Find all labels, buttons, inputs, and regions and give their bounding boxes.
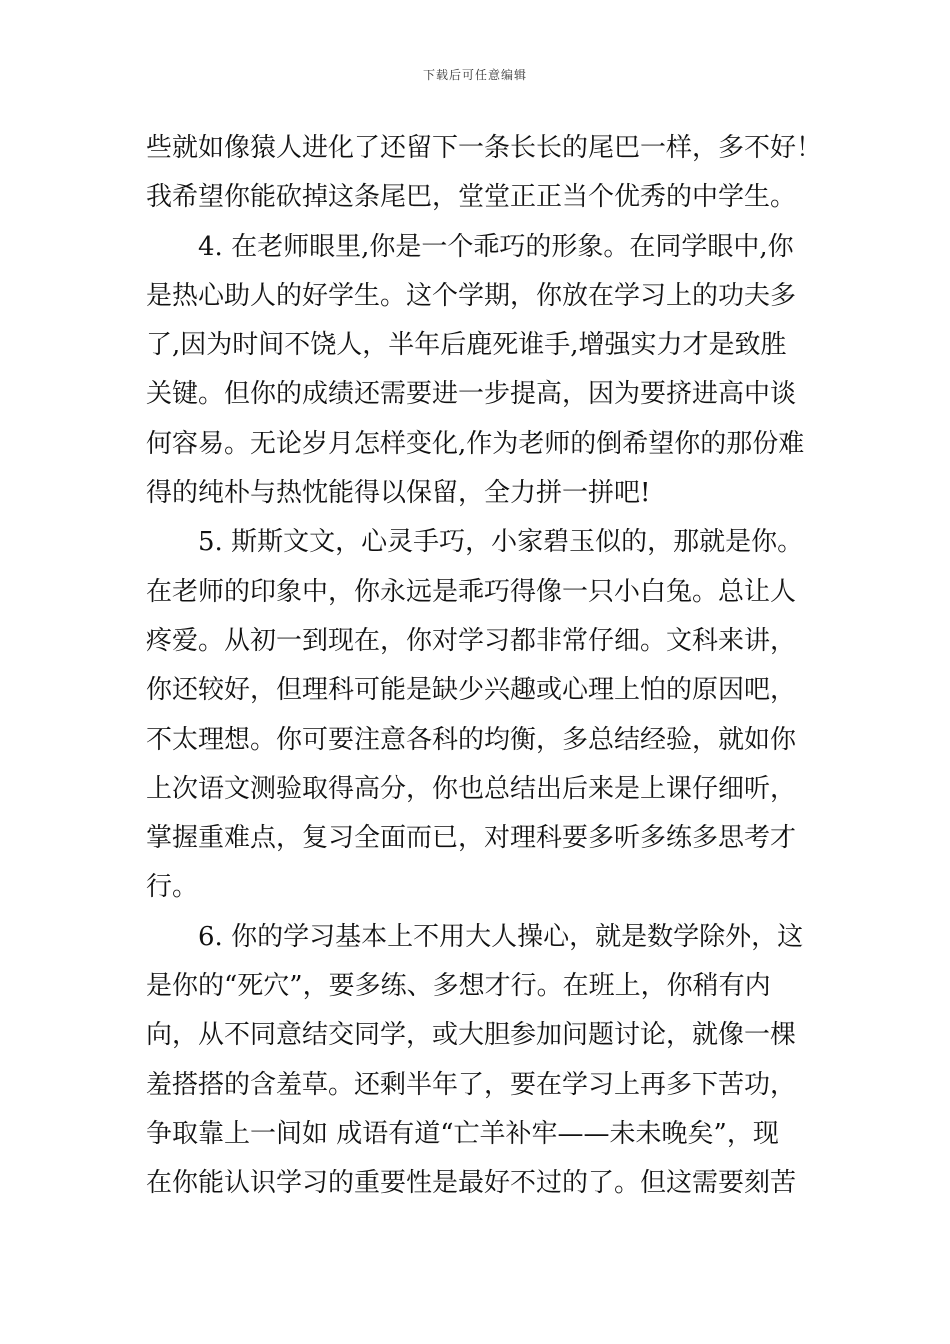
text-line: 在你能认识学习的重要性是最好不过的了。但这需要刻苦 <box>146 1168 797 1199</box>
text-line: 6. 你的学习基本上不用大人操心，就是数学除外，这 <box>198 921 804 952</box>
text-line: 何容易。无论岁月怎样变化,作为老师的倒希望你的那份难 <box>146 428 805 459</box>
text-line: 是热心助人的好学生。这个学期，你放在学习上的功夫多 <box>146 280 797 311</box>
text-line: 争取靠上一间如 成语有道“亡羊补牢——未未晚矣”，现 <box>146 1118 779 1149</box>
text-line: 4. 在老师眼里,你是一个乖巧的形象。在同学眼中,你 <box>198 231 794 262</box>
text-line: 不太理想。你可要注意各科的均衡，多总结经验，就如你 <box>146 724 797 755</box>
text-line: 你还较好，但理科可能是缺少兴趣或心理上怕的原因吧， <box>146 675 797 706</box>
text-line: 向，从不同意结交同学，或大胆参加问题讨论，就像一棵 <box>146 1020 797 1051</box>
text-line: 在老师的印象中，你永远是乖巧得像一只小白兔。总让人 <box>146 576 797 607</box>
text-line: 关键。但你的成绩还需要进一步提高，因为要挤进高中谈 <box>146 379 797 410</box>
text-line: 掌握重难点，复习全面而已，对理科要多听多练多思考才 <box>146 823 797 854</box>
body-text <box>146 124 826 1209</box>
text-line: 疼爱。从初一到现在，你对学习都非常仔细。文科来讲， <box>146 625 797 656</box>
text-line: 羞搭搭的含羞草。还剩半年了，要在学习上再多下苦功， <box>146 1069 797 1100</box>
text-line: 是你的“死穴”，要多练、多想才行。在班上，你稍有内 <box>146 971 771 1002</box>
text-line: 了,因为时间不饶人，半年后鹿死谁手,增强实力才是致胜 <box>146 330 787 361</box>
text-line: 些就如像猿人进化了还留下一条长长的尾巴一样，多不好！ <box>146 133 823 163</box>
text-line: 得的纯朴与热忱能得以保留，全力拼一拼吧! <box>146 478 651 509</box>
page-header: 下载后可任意编辑 <box>422 68 527 82</box>
text-line: 行。 <box>146 872 199 903</box>
text-line: 我希望你能砍掉这条尾巴，堂堂正正当个优秀的中学生。 <box>146 182 797 213</box>
text-line: 5. 斯斯文文，心灵手巧，小家碧玉似的，那就是你。 <box>198 527 804 558</box>
text-line: 上次语文测验取得高分，你也总结出后来是上课仔细听， <box>146 773 797 804</box>
